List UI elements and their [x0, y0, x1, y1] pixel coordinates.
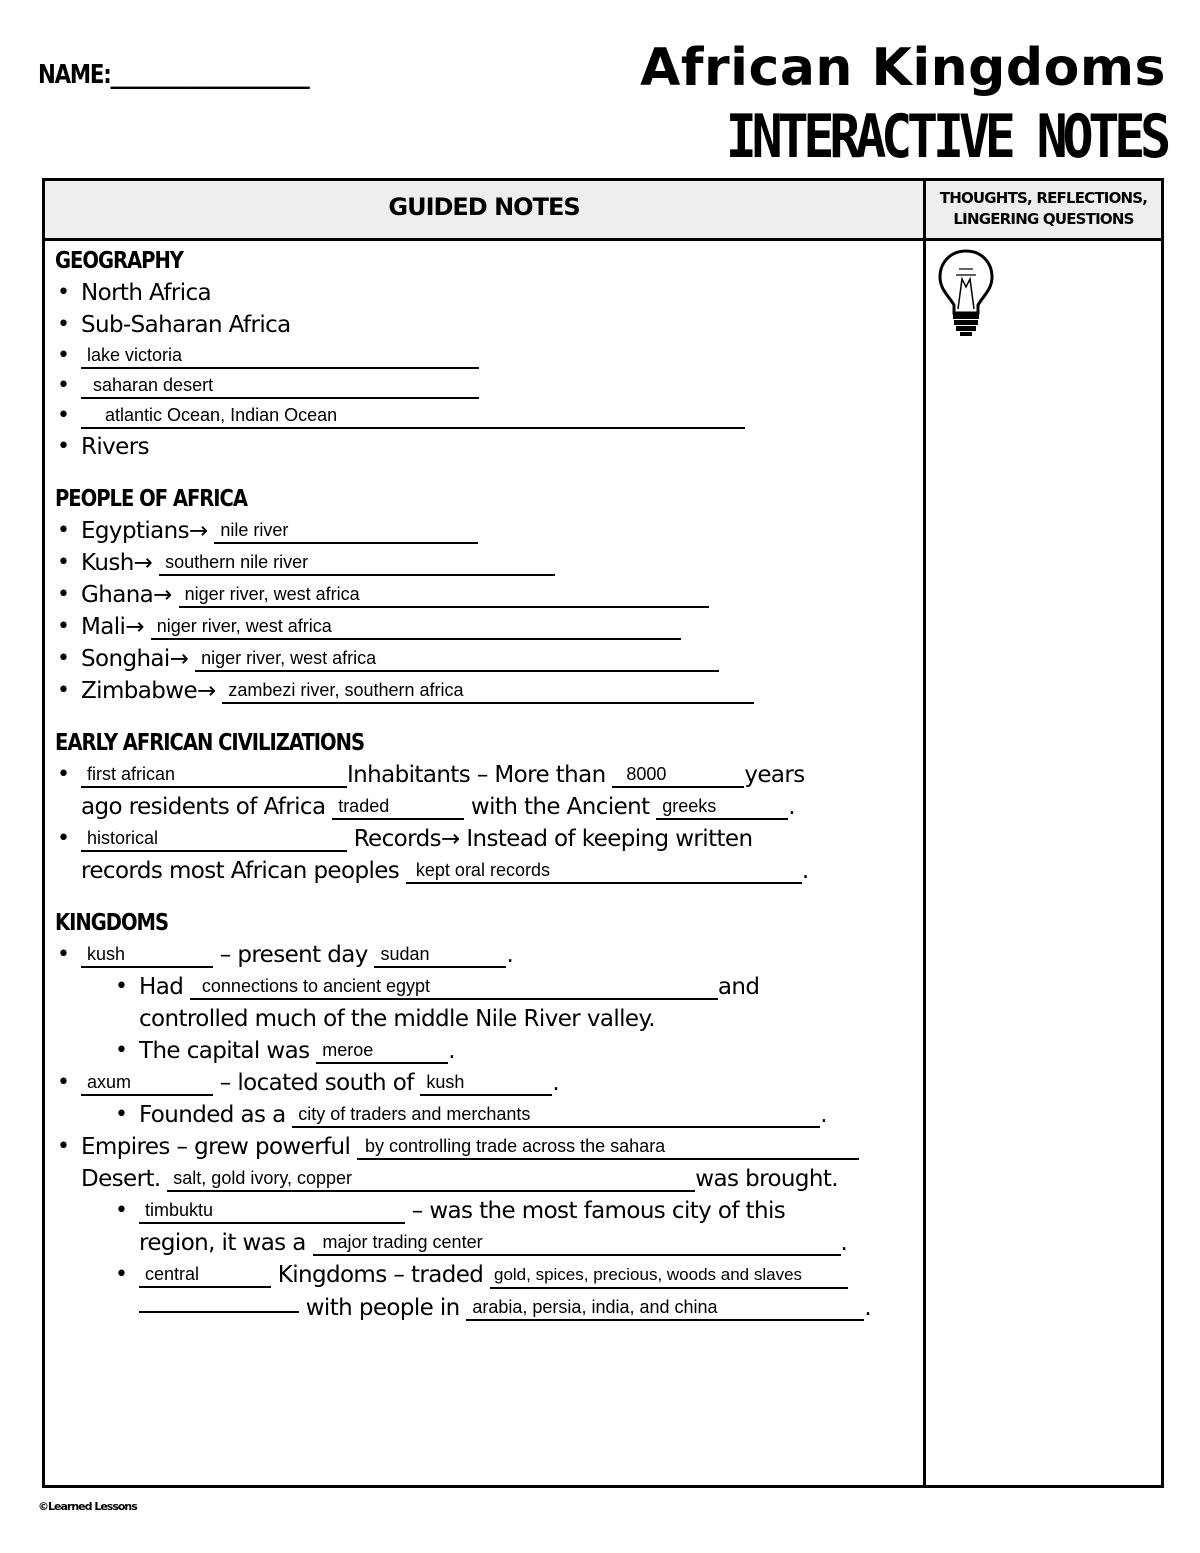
people-label: Zimbabwe→ — [81, 678, 216, 704]
geography-heading: GEOGRAPHY — [55, 248, 183, 274]
answer-blank[interactable]: meroe — [316, 1040, 448, 1064]
list-item-continued — [55, 1227, 919, 1259]
answer-blank[interactable]: niger river, west africa — [179, 584, 709, 608]
answer-blank[interactable]: by controlling trade across the sahara — [357, 1136, 859, 1160]
list-item: • axum – located south of kush . — [57, 1070, 560, 1096]
answer-blank[interactable]: historical — [81, 828, 347, 852]
list-item: • kush – present day sudan . — [57, 942, 514, 968]
people-label: Mali→ — [81, 614, 144, 640]
note-text: records most African peoples — [81, 858, 406, 884]
column-divider — [923, 181, 926, 1485]
note-text: with people in — [299, 1295, 467, 1321]
list-item: • central Kingdoms – traded gold, spices, precious, woods and slaves — [55, 1259, 919, 1291]
answer-blank[interactable]: 8000 — [612, 764, 744, 788]
note-text: . — [801, 858, 809, 884]
note-text: Had — [139, 974, 190, 1000]
answer-blank[interactable]: atlantic Ocean, Indian Ocean — [81, 405, 745, 429]
answer-blank[interactable]: greeks — [656, 796, 788, 820]
answer-blank[interactable]: traded — [332, 796, 464, 820]
list-item: • atlantic Ocean, Indian Ocean — [55, 401, 919, 431]
note-text: Inhabitants – More than — [347, 762, 613, 788]
answer-blank[interactable]: arabia, persia, india, and china — [466, 1297, 864, 1321]
list-item: • Empires – grew powerful by controlling trade across the sahara — [55, 1131, 919, 1163]
note-text: . — [506, 942, 514, 968]
note-text: with the Ancient — [464, 794, 657, 820]
answer-blank[interactable]: city of traders and merchants — [292, 1104, 820, 1128]
list-item: • Kush→ southern nile river — [55, 547, 919, 579]
note-text: . — [820, 1102, 828, 1128]
thoughts-heading-line2: LINGERING QUESTIONS — [953, 210, 1134, 228]
answer-blank[interactable]: kept oral records — [406, 860, 802, 884]
answer-blank[interactable]: sudan — [374, 944, 506, 968]
note-text: was brought. — [695, 1166, 839, 1192]
answer-blank[interactable]: first african — [81, 764, 347, 788]
list-item: • historical Records→ Instead of keeping written — [57, 826, 753, 852]
note-text: Founded as a — [139, 1102, 293, 1128]
list-item: • Ghana→ niger river, west africa — [55, 579, 919, 611]
kingdoms-heading: KINGDOMS — [55, 910, 169, 936]
note-text: controlled much of the middle Nile River valley. — [139, 1006, 655, 1032]
note-text: and — [717, 974, 760, 1000]
notes-table — [42, 178, 1164, 1488]
list-item: • Songhai→ niger river, west africa — [55, 643, 919, 675]
thoughts-heading — [926, 188, 1161, 230]
list-item-continued — [55, 1163, 919, 1195]
answer-blank[interactable]: nile river — [214, 520, 478, 544]
answer-blank[interactable]: salt, gold ivory, copper — [167, 1168, 695, 1192]
name-blank[interactable]: _____________________ — [110, 60, 309, 90]
answer-blank[interactable]: saharan desert — [81, 375, 479, 399]
civilizations-heading: EARLY AFRICAN CIVILIZATIONS — [55, 730, 365, 756]
list-item: • first african Inhabitants – More than 8000 years — [57, 762, 805, 788]
answer-blank[interactable]: zambezi river, southern africa — [222, 680, 754, 704]
guided-notes-content — [55, 245, 919, 1323]
list-item: • Sub-Saharan Africa — [55, 309, 919, 341]
answer-blank[interactable]: axum — [81, 1072, 213, 1096]
list-item-continued — [55, 855, 919, 887]
answer-blank[interactable]: major trading center — [313, 1232, 841, 1256]
answer-blank[interactable]: niger river, west africa — [151, 616, 681, 640]
answer-blank[interactable]: kush — [420, 1072, 552, 1096]
list-item: • Egyptians→ nile river — [55, 515, 919, 547]
note-text: Kingdoms – traded — [271, 1262, 490, 1288]
note-text: Empires – grew powerful — [81, 1134, 358, 1160]
note-text: ago residents of Africa — [81, 794, 333, 820]
list-item: • Had connections to ancient egypt and — [115, 974, 760, 1000]
sub-saharan-text: Sub-Saharan Africa — [81, 312, 291, 338]
answer-blank[interactable]: niger river, west africa — [195, 648, 719, 672]
guided-notes-heading: GUIDED NOTES — [388, 193, 580, 221]
name-label: NAME: — [38, 60, 111, 90]
list-item-continued — [55, 1003, 919, 1035]
north-africa-text: North Africa — [81, 280, 212, 306]
page-title: African Kingdoms — [640, 38, 1166, 98]
note-text: Records→ Instead of keeping written — [347, 826, 753, 852]
answer-blank[interactable]: southern nile river — [159, 552, 555, 576]
note-text: – located south of — [213, 1070, 421, 1096]
list-item: • saharan desert — [55, 371, 919, 401]
note-text: Desert. — [81, 1166, 168, 1192]
list-item-continued — [55, 1291, 919, 1323]
list-item: • lake victoria — [55, 341, 919, 371]
answer-blank[interactable]: kush — [81, 944, 213, 968]
table-header — [45, 181, 1161, 241]
note-text: region, it was a — [139, 1230, 313, 1256]
note-text: . — [788, 794, 795, 820]
list-item: • Rivers — [55, 431, 919, 463]
list-item: • timbuktu – was the most famous city of this — [115, 1198, 786, 1224]
answer-blank[interactable]: connections to ancient egypt — [190, 976, 718, 1000]
note-text: . — [864, 1295, 872, 1321]
answer-blank[interactable]: gold, spices, precious, woods and slaves — [490, 1265, 848, 1289]
page-subtitle: INTERACTIVE NOTES — [725, 102, 1166, 172]
lightbulb-icon — [936, 247, 996, 339]
list-item: • The capital was meroe . — [115, 1038, 455, 1064]
answer-blank[interactable]: lake victoria — [81, 345, 479, 369]
list-item: • Mali→ niger river, west africa — [55, 611, 919, 643]
note-text: years — [744, 762, 805, 788]
answer-blank[interactable]: timbuktu — [139, 1200, 405, 1224]
list-item: • Zimbabwe→ zambezi river, southern africa — [55, 675, 919, 707]
list-item-continued — [55, 791, 919, 823]
note-text: – was the most famous city of this — [405, 1198, 786, 1224]
note-text: . — [552, 1070, 560, 1096]
people-label: Egyptians→ — [81, 518, 208, 544]
list-item: • Founded as a city of traders and merchants . — [115, 1102, 828, 1128]
people-label: Songhai→ — [81, 646, 189, 672]
answer-blank[interactable] — [139, 1289, 299, 1313]
answer-blank[interactable]: central — [139, 1264, 271, 1288]
note-text: . — [840, 1230, 848, 1256]
people-label: Kush→ — [81, 550, 153, 576]
people-label: Ghana→ — [81, 582, 172, 608]
note-text: – present day — [213, 942, 375, 968]
name-field[interactable] — [38, 60, 309, 90]
copyright-footer: ©Learned Lessons — [38, 1500, 137, 1513]
people-heading: PEOPLE OF AFRICA — [55, 486, 248, 512]
list-item: • North Africa — [55, 277, 919, 309]
rivers-text: Rivers — [81, 434, 149, 460]
thoughts-heading-line1: THOUGHTS, REFLECTIONS, — [939, 189, 1148, 207]
note-text: . — [448, 1038, 455, 1064]
note-text: The capital was — [139, 1038, 317, 1064]
